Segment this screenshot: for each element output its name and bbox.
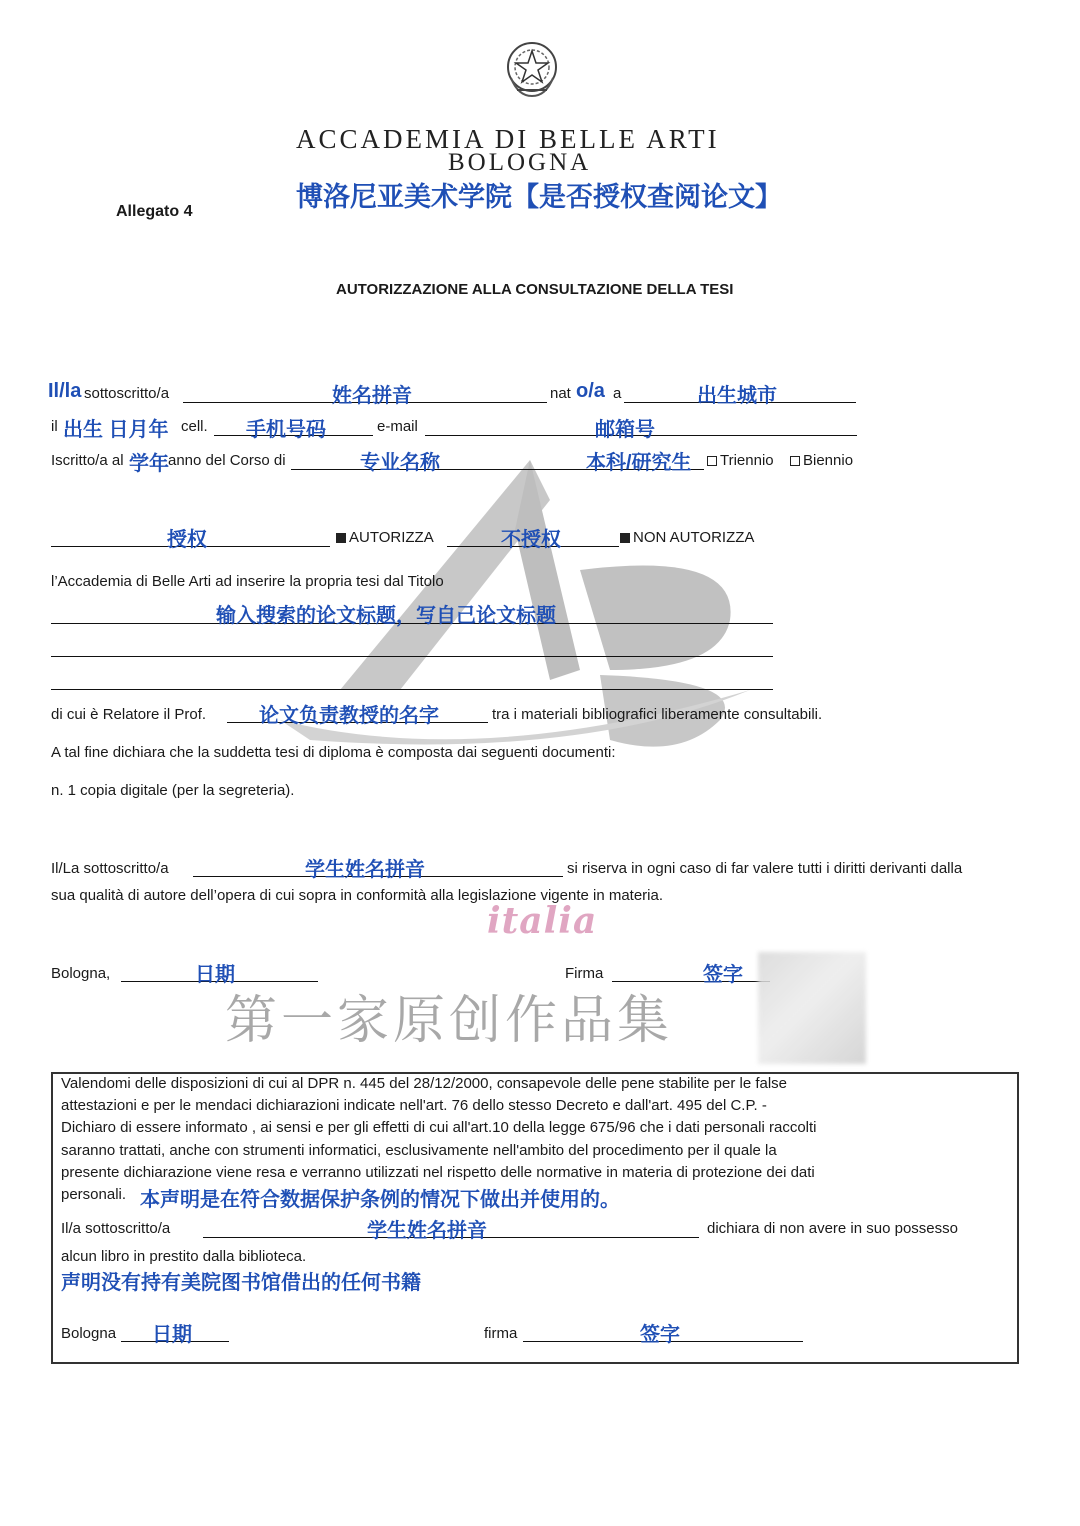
phone-hint: 手机号码 bbox=[246, 419, 326, 441]
institution-city: BOLOGNA bbox=[448, 149, 592, 176]
noauth-hint: 不授权 bbox=[501, 529, 561, 551]
collection-watermark: 第一家原创作品集 bbox=[225, 991, 674, 1051]
declaration-line-1: Valendomi delle disposizioni di cui al DPR n. 445 del 28/12/2000, consapevole delle pene stabilite per le false bbox=[61, 1075, 788, 1092]
title-hint: 输入搜索的论文标题，写自己论文标题 bbox=[216, 605, 556, 627]
decl-libro: alcun libro in prestito dalla biblioteca. bbox=[61, 1248, 307, 1265]
non-autorizza-label: NON AUTORIZZA bbox=[633, 529, 755, 546]
declaration-line-2: attestazioni e per le mendaci dichiarazioni indicate nell'art. 76 dello stesso Decreto e dall'art. 495 del C.P. - bbox=[61, 1097, 767, 1114]
decl-sign-hint: 签字 bbox=[640, 1324, 680, 1346]
title-field-line-2[interactable] bbox=[51, 656, 773, 657]
decl-date-hint: 日期 bbox=[152, 1324, 192, 1346]
anno-label: anno del Corso di bbox=[168, 452, 286, 469]
student-hint: 学生姓名拼音 bbox=[305, 859, 425, 881]
nat-note: o/a bbox=[576, 380, 605, 402]
decl-bologna-label: Bologna bbox=[61, 1325, 117, 1342]
copia-sentence: n. 1 copia digitale (per la segreteria). bbox=[51, 782, 295, 799]
level-hint: 本科/研究生 bbox=[586, 452, 692, 474]
cell-label: cell. bbox=[181, 418, 208, 435]
italia-watermark: italia bbox=[487, 900, 598, 942]
biennio-checkbox[interactable] bbox=[790, 456, 800, 466]
titolo-sentence: l’Accademia di Belle Arti ad inserire la propria tesi dal Titolo bbox=[51, 573, 444, 590]
relatore-prefix: di cui è Relatore il Prof. bbox=[51, 706, 207, 723]
email-label: e-mail bbox=[377, 418, 418, 435]
autorizza-checkbox[interactable] bbox=[336, 533, 346, 543]
email-hint: 邮箱号 bbox=[595, 419, 655, 441]
non-autorizza-option[interactable] bbox=[617, 529, 754, 546]
sign-hint: 签字 bbox=[703, 964, 743, 986]
declaration-line-5: presente dichiarazione viene resa e verranno utilizzati nel rispetto delle normative in materia di protezione dei dati bbox=[61, 1164, 815, 1181]
decl-dichiara: dichiara di non avere in suo possesso bbox=[707, 1220, 958, 1237]
autorizza-label: AUTORIZZA bbox=[349, 529, 434, 546]
relatore-suffix: tra i materiali bibliografici liberamente consultabili. bbox=[492, 706, 823, 723]
institution-name: ACCADEMIA DI BELLE ARTI bbox=[296, 124, 720, 154]
biennio-label: Biennio bbox=[803, 452, 854, 469]
fine-sentence: A tal fine dichiara che la suddetta tesi di diploma è composta dai seguenti documenti: bbox=[51, 744, 616, 761]
title-field-line-3[interactable] bbox=[51, 689, 773, 690]
sottoscritto-label: sottoscritto/a bbox=[84, 385, 170, 402]
declaration-line-3: Dichiaro di essere informato , ai sensi e per gli effetti di cui all'art.10 della legge 675/96 che i dati personali raccolti bbox=[61, 1119, 817, 1136]
year-hint: 学年 bbox=[129, 453, 169, 475]
auth-hint: 授权 bbox=[167, 529, 207, 551]
a-label: a bbox=[613, 385, 622, 402]
decl-student-hint: 学生姓名拼音 bbox=[367, 1220, 487, 1242]
birth-hint: 出生 日月年 bbox=[63, 419, 169, 441]
prof-hint: 论文负责教授的名字 bbox=[259, 705, 439, 727]
date-hint: 日期 bbox=[195, 964, 235, 986]
republic-emblem-icon bbox=[503, 38, 561, 100]
declaration-line-4: saranno trattati, anche con strumenti informatici, esclusivamente nell'ambito del procedimento per il quale la bbox=[61, 1142, 777, 1159]
triennio-label: Triennio bbox=[720, 452, 774, 469]
name-hint: 姓名拼音 bbox=[332, 385, 412, 407]
autorizza-option[interactable] bbox=[333, 529, 434, 546]
decl-firma-label: firma bbox=[484, 1325, 518, 1342]
allegato-label: Allegato 4 bbox=[116, 203, 193, 220]
biennio-option[interactable] bbox=[787, 452, 853, 469]
il-label: il bbox=[51, 418, 58, 435]
triennio-checkbox[interactable] bbox=[707, 456, 717, 466]
library-note: 声明没有持有美院图书馆借出的任何书籍 bbox=[61, 1272, 421, 1294]
declaration-last-word: personali. bbox=[61, 1186, 127, 1203]
iscritto-label: Iscritto/a al bbox=[51, 452, 124, 469]
decl-sottoscritto: Il/a sottoscritto/a bbox=[61, 1220, 171, 1237]
triennio-option[interactable] bbox=[704, 452, 774, 469]
nat-label: nat bbox=[550, 385, 571, 402]
il-la-note: Il/la bbox=[48, 380, 82, 402]
bologna-label: Bologna, bbox=[51, 965, 111, 982]
city-hint: 出生城市 bbox=[697, 385, 777, 407]
riserva-prefix: Il/La sottoscritto/a bbox=[51, 860, 169, 877]
blurred-mark bbox=[758, 952, 866, 1064]
riserva-line2: sua qualità di autore dell’opera di cui sopra in conformità alla legislazione vigente in materia. bbox=[51, 887, 664, 904]
non-autorizza-checkbox[interactable] bbox=[620, 533, 630, 543]
data-protection-note: 本声明是在符合数据保护条例的情况下做出并使用的。 bbox=[140, 1189, 620, 1211]
document-title: AUTORIZZAZIONE ALLA CONSULTAZIONE DELLA TESI bbox=[336, 281, 734, 298]
chinese-title: 博洛尼亚美术学院【是否授权查阅论文】 bbox=[296, 182, 782, 212]
major-hint: 专业名称 bbox=[360, 452, 440, 474]
firma-label: Firma bbox=[565, 965, 604, 982]
riserva-suffix: si riserva in ogni caso di far valere tutti i diritti derivanti dalla bbox=[567, 860, 963, 877]
